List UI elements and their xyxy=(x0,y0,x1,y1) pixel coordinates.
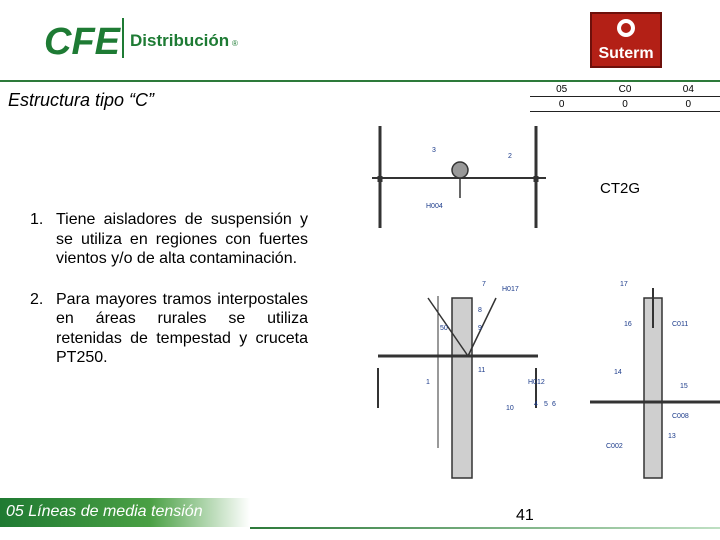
code-row xyxy=(530,97,720,112)
cfe-logo-letters: CFE xyxy=(44,21,120,63)
part-tag-h004: H004 xyxy=(426,203,443,210)
cfe-distribucion-logo xyxy=(44,14,244,64)
suterm-logo xyxy=(590,12,662,68)
part-number: 16 xyxy=(624,321,632,328)
part-tag-c008: C008 xyxy=(672,413,689,420)
part-number: 13 xyxy=(668,433,676,440)
footer-section-title: 05 Líneas de media tensión xyxy=(6,503,203,520)
part-number: 14 xyxy=(614,369,622,376)
structure-code-table xyxy=(530,82,720,112)
figure-label: CT2G xyxy=(600,180,641,197)
code-cell: 0 xyxy=(530,97,593,112)
part-tag-c011: C011 xyxy=(672,321,689,328)
bullet-list xyxy=(30,210,308,389)
footer-divider xyxy=(250,527,720,529)
code-cell: 0 xyxy=(593,97,656,112)
list-item-number: 1. xyxy=(30,211,44,228)
part-number: 50 xyxy=(440,325,448,332)
part-tag-c002: C002 xyxy=(606,443,623,450)
part-number: 15 xyxy=(680,383,688,390)
code-cell: 04 xyxy=(657,82,720,97)
cfe-logo-reg: ® xyxy=(232,39,238,48)
part-number: 10 xyxy=(506,405,514,412)
part-number: 4 xyxy=(534,401,538,408)
part-number: 9 xyxy=(478,325,482,332)
part-number: 7 xyxy=(482,281,486,288)
part-number: 6 xyxy=(552,401,556,408)
suterm-logo-text: Suterm xyxy=(598,45,654,62)
part-number: 5 xyxy=(544,401,548,408)
list-item-text: Para mayores tramos interpostales en áreas rurales se utiliza retenidas de tempestad y cruceta PT250. xyxy=(56,290,308,366)
part-number: 1 xyxy=(426,379,430,386)
code-cell: 05 xyxy=(530,82,593,97)
slide-title: Estructura tipo “C” xyxy=(8,90,155,110)
cfe-logo-division: Distribución xyxy=(130,31,230,50)
part-number: 17 xyxy=(620,281,628,288)
part-number: 2 xyxy=(508,153,512,160)
list-item xyxy=(30,290,308,368)
code-row xyxy=(530,82,720,97)
structure-drawing xyxy=(368,118,720,488)
page-number: 41 xyxy=(516,507,534,524)
code-cell: C0 xyxy=(593,82,656,97)
list-item xyxy=(30,210,308,269)
part-number: 3 xyxy=(432,147,436,154)
list-item-text: Tiene aisladores de suspensión y se utiliza en regiones con fuertes vientos y/o de alta contaminación. xyxy=(56,211,308,267)
part-tag-h012: H012 xyxy=(528,379,545,386)
code-cell: 0 xyxy=(657,97,720,112)
list-item-number: 2. xyxy=(30,290,44,308)
part-number: 8 xyxy=(478,307,482,314)
part-tag-h017: H017 xyxy=(502,286,519,293)
part-number: 11 xyxy=(478,367,486,374)
